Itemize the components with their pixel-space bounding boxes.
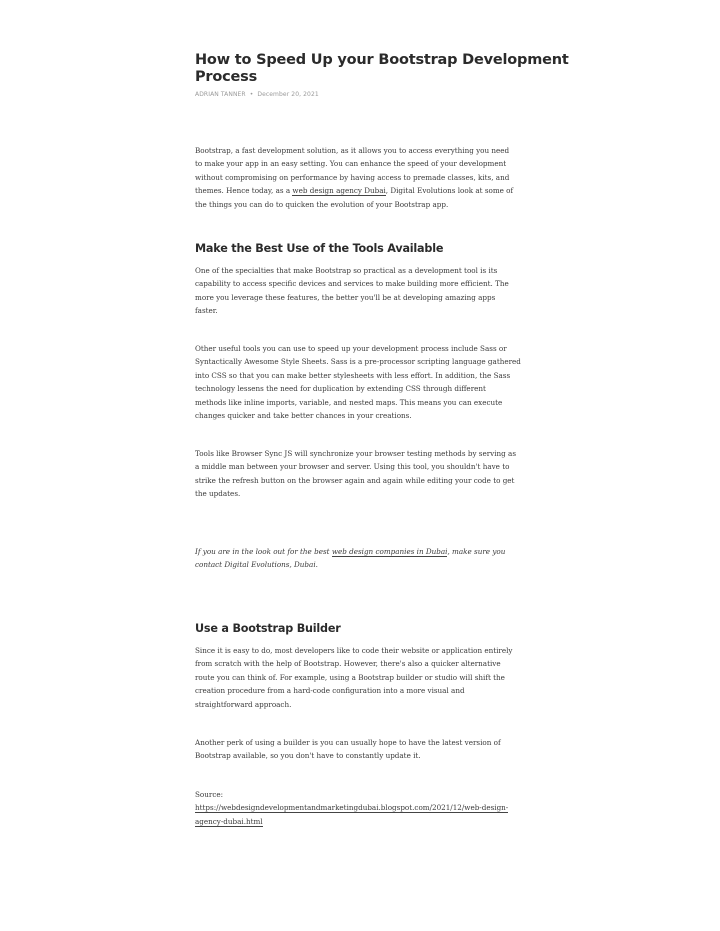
builder-paragraph-2 bbox=[195, 736, 527, 763]
section-heading-builder: Use a Bootstrap Builder bbox=[195, 622, 341, 635]
tools-paragraph-2 bbox=[195, 342, 527, 422]
author-name: ADRIAN TANNER bbox=[195, 91, 246, 98]
paragraph-line: a middle man between your browser and server. Using this tool, you shouldn't have to bbox=[195, 462, 510, 472]
web-design-companies-link[interactable]: web design companies in Dubai bbox=[331, 547, 448, 556]
paragraph-line bbox=[195, 815, 527, 828]
web-design-agency-link[interactable]: web design agency Dubai bbox=[292, 186, 386, 196]
paragraph-line: to make your app in an easy setting. You can enhance the speed of your development bbox=[195, 159, 507, 169]
source-link[interactable]: https://webdesigndevelopmentandmarketingdubai.blogspot.com/2021/12/web-design- bbox=[195, 803, 509, 813]
source-block bbox=[195, 788, 527, 828]
paragraph-line: faster. bbox=[195, 306, 218, 316]
paragraph-line: without compromising on performance by having access to premade classes, kits, and bbox=[195, 172, 510, 182]
builder-paragraph-1 bbox=[195, 644, 527, 711]
paragraph-line: changes quicker and take better chances in your creations. bbox=[195, 411, 412, 421]
paragraph-line: technology lessens the need for duplication by extending CSS through different bbox=[195, 384, 486, 394]
paragraph-line: Since it is easy to do, most developers like to code their website or application entirely bbox=[195, 646, 513, 655]
text-fragment: , make sure you bbox=[447, 547, 506, 556]
publish-date: December 20, 2021 bbox=[257, 91, 319, 98]
source-label: Source: bbox=[195, 790, 224, 799]
section-heading-tools: Make the Best Use of the Tools Available bbox=[195, 242, 444, 255]
paragraph-line: the things you can do to quicken the evolution of your Bootstrap app. bbox=[195, 199, 449, 209]
paragraph-line bbox=[195, 184, 527, 197]
article-meta bbox=[195, 91, 319, 98]
tools-paragraph-3 bbox=[195, 447, 527, 501]
article-title-line: Process bbox=[195, 68, 258, 85]
text-fragment: themes. Hence today, as a bbox=[195, 186, 293, 196]
paragraph-line: more you leverage these features, the better you'll be at developing amazing apps bbox=[195, 292, 496, 302]
source-link-continued[interactable]: agency-dubai.html bbox=[195, 816, 263, 826]
paragraph-line: methods like inline imports, variable, and nested maps. This means you can execute bbox=[195, 397, 503, 407]
paragraph-line: capability to access specific devices and services to make building more efficient. The bbox=[195, 279, 509, 289]
paragraph-line bbox=[195, 801, 527, 814]
paragraph-line bbox=[195, 545, 527, 558]
article-title-line: How to Speed Up your Bootstrap Development bbox=[195, 52, 569, 68]
callout-quote bbox=[195, 545, 527, 572]
paragraph-line: route you can think of. For example, using a Bootstrap builder or studio will shift the bbox=[195, 672, 505, 682]
paragraph-line: Syntactically Awesome Style Sheets. Sass is a pre-processor scripting language gathered bbox=[195, 357, 521, 367]
paragraph-line: Another perk of using a builder is you can usually hope to have the latest version of bbox=[195, 738, 501, 747]
paragraph-line: straightforward approach. bbox=[195, 699, 292, 709]
paragraph-line: into CSS so that you can make better stylesheets with less effort. In addition, the Sass bbox=[195, 370, 511, 380]
paragraph-line: Tools like Browser Sync JS will synchronize your browser testing methods by serving as bbox=[195, 449, 517, 458]
paragraph-line: Other useful tools you can use to speed up your development process include Sass or bbox=[195, 344, 507, 353]
intro-paragraph bbox=[195, 144, 527, 211]
paragraph-line: contact Digital Evolutions, Dubai. bbox=[195, 560, 318, 570]
tools-paragraph-1 bbox=[195, 264, 527, 318]
meta-separator: • bbox=[249, 91, 254, 98]
paragraph-line: Bootstrap available, so you don't have to constantly update it. bbox=[195, 751, 421, 761]
paragraph-line: One of the specialties that make Bootstrap so practical as a development tool is its bbox=[195, 266, 498, 275]
paragraph-line: strike the refresh button on the browser again and again while editing your code to get bbox=[195, 475, 515, 485]
paragraph-line: Bootstrap, a fast development solution, as it allows you to access everything you need bbox=[195, 146, 510, 155]
paragraph-line: the updates. bbox=[195, 489, 241, 499]
paragraph-line: creation procedure from a hard-code configuration into a more visual and bbox=[195, 686, 465, 696]
article-title bbox=[195, 52, 569, 85]
paragraph-line: from scratch with the help of Bootstrap. However, there's also a quicker alternative bbox=[195, 659, 501, 669]
text-fragment: , Digital Evolutions look at some of bbox=[385, 186, 514, 196]
text-fragment: If you are in the look out for the best bbox=[195, 547, 332, 556]
